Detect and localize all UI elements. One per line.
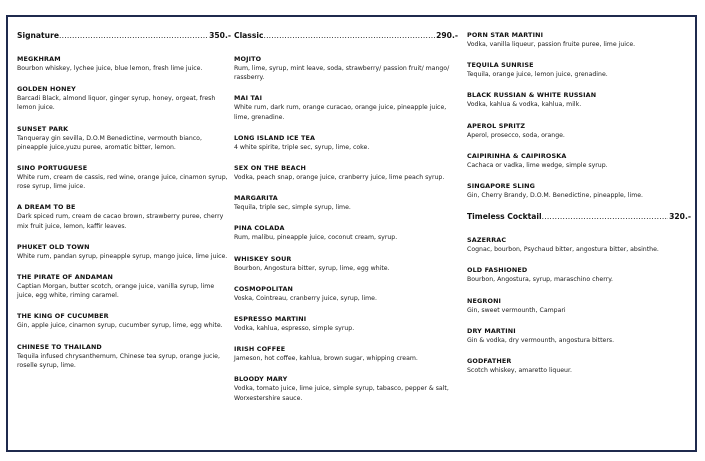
item-name: SUNSET PARK [17,124,69,133]
third-column [467,31,691,387]
item-desc: Rum, malibu, pineapple juice, coconut cream, syrup. [234,234,398,242]
menu-item [467,236,691,254]
menu-item [234,194,458,212]
item-desc: Tequila, orange juice, lemon juice, grenadine. [467,71,608,79]
item-name: A DREAM TO BE [17,203,76,212]
item-name: SEX ON THE BEACH [234,164,307,173]
menu-item [467,182,691,200]
menu-item [234,164,458,182]
item-name: NEGRONI [467,296,502,305]
menu-item [234,315,458,333]
item-name: GODFATHER [467,357,512,366]
item-desc: Vodka, kahlua, espresso, simple syrup. [234,325,355,333]
item-name: COSMOPOLITAN [234,284,294,293]
item-desc: Gin, apple juice, cinamon syrup, cucumber syrup, lime, egg white. [17,322,223,330]
item-desc: Vodka, kahlua & vodka, kahlua, milk. [467,101,582,109]
leader-dots [263,31,435,40]
item-desc: Cognac, bourbon, Psychaud bitter, angostura bitter, absinthe. [467,246,659,254]
menu-item [234,285,458,303]
menu-item [467,297,691,315]
section-price: 350.- [209,31,231,40]
signature-header [17,31,231,40]
item-desc: White rum, pandan syrup, pineapple syrup, mango juice, lime juice. [17,252,228,260]
menu-item [467,91,691,109]
menu-item [234,134,458,152]
item-name: ESPRESSO MARTINI [234,315,307,324]
item-desc: Tequila, triple sec, simple syrup, lime. [234,204,351,212]
menu-item [234,255,458,273]
item-name: CAIPIRINHA & CAIPIROSKA [467,151,567,160]
menu-item [17,125,231,152]
menu-item [17,243,231,261]
item-name: PHUKET OLD TOWN [17,242,90,251]
item-name: WHISKEY SOUR [234,254,292,263]
item-desc: Dark spiced rum, cream de cacao brown, strawberry puree, cherry mix fruit juice, lemon, kaffir leaves. [17,213,224,230]
item-name: OLD FASHIONED [467,266,528,275]
menu-item [17,85,231,112]
menu-item [234,94,458,121]
item-name: SINO PORTUGUESE [17,164,88,173]
item-desc: Cachaca or vadka, lime wedge, simple syrup. [467,161,608,169]
menu-item [17,203,231,230]
classic-column [234,31,458,415]
menu-item [467,31,691,49]
menu-item [467,357,691,375]
menu-item [467,327,691,345]
menu-item [234,375,458,402]
item-name: THE PIRATE OF ANDAMAN [17,273,114,282]
item-desc: Aperol, prosecco, soda, orange. [467,131,565,139]
classic-continued-list [467,31,691,200]
item-desc: Bourbon, Angostura, syrup, maraschino cherry. [467,276,613,284]
item-desc: Captian Morgan, butter scotch, orange juice, vanilla syrup, lime juice, egg white, riming caramel. [17,283,215,300]
item-name: DRY MARTINI [467,326,516,335]
classic-list [234,55,458,403]
item-desc: Vodka, vanilla liqueur, passion fruite puree, lime juice. [467,41,636,48]
timeless-header [467,212,691,221]
classic-header [234,31,458,40]
item-name: IRISH COFFEE [234,345,286,354]
menu-item [467,61,691,79]
menu-item [234,224,458,242]
menu-item [234,345,458,363]
section-title: Signature [17,31,59,40]
menu-item [467,122,691,140]
menu-item [17,343,231,370]
item-desc: Rum, lime, syrup, mint leave, soda, strawberry/ passion fruit/ mango/ rassberry. [234,65,450,82]
item-name: GOLDEN HONEY [17,85,76,94]
item-name: MAI TAI [234,94,263,103]
item-name: LONG ISLAND ICE TEA [234,133,316,142]
menu-item [467,152,691,170]
item-name: MARGARITA [234,194,278,203]
item-desc: 4 white spirite, triple sec, syrup, lime, coke. [234,143,370,151]
item-name: CHINESE TO THAILAND [17,342,102,351]
section-title: Classic [234,31,264,40]
menu-item [234,55,458,82]
item-desc: Gin, Cherry Brandy, D.O.M. Benedictine, pineapple, lime. [467,192,643,200]
leader-dots [59,31,208,40]
menu-item [17,312,231,330]
item-name: PINA COLADA [234,224,285,233]
item-desc: Bourbon whiskey, lychee juice, blue lemon, fresh lime juice. [17,65,203,72]
item-desc: Tequila infused chrysanthemum, Chinese tea syrup, orange jucie, roselle syrup, lime. [17,352,220,369]
signature-list [17,55,231,370]
item-desc: Vodka, peach snap, orange juice, cranberry juice, lime peach syrup. [234,174,445,182]
item-name: SINGAPORE SLING [467,182,536,191]
item-name: PORN STAR MARTINI [467,31,544,39]
item-desc: White rum, cream de cassis, red wine, orange juice, cinamon syrup, rose syrup, lime juice. [17,174,228,191]
item-desc: Vodka, tomato juice, lime juice, simple syrup, tabasco, pepper & salt, Worxestershire sauce. [234,385,449,402]
timeless-list [467,236,691,375]
item-name: TEQUILA SUNRISE [467,61,534,70]
item-name: SAZERRAC [467,236,507,245]
timeless-section [467,212,691,375]
section-title: Timeless Cocktail [467,212,542,222]
item-name: BLOODY MARY [234,375,288,384]
item-name: BLACK RUSSIAN & WHITE RUSSIAN [467,91,597,100]
item-name: MEGKHRAM [17,55,61,63]
menu-item [17,164,231,191]
item-desc: Gin & vodka, dry vermounth, angostura bitters. [467,336,615,344]
item-desc: Tanqueray gin sevilla, D.O.M Benedictine, vermouth bianco, pineapple juice,yuzu puree, aromatic bitter, lemon. [17,134,202,151]
item-desc: Voska, Cointreau, cranberry juice, syrup, lime. [234,294,377,302]
item-name: MOJITO [234,55,262,63]
item-desc: Jameson, hot coffee, kahlua, brown sugar, whipping cream. [234,355,418,363]
item-desc: White rum, dark rum, orange curacao, orange juice, pineapple juice, lime, grenadine. [234,104,447,121]
menu-item [17,273,231,300]
item-desc: Scotch whiskey, amaretto liqueur. [467,367,572,375]
menu-item [17,55,231,73]
signature-column [17,31,231,382]
item-desc: Bourbon, Angostura bitter, syrup, lime, egg white. [234,264,390,272]
menu-frame [6,15,697,452]
item-desc: Gin, sweet vermounth, Campari [467,306,566,314]
item-desc: Barcadi Black, almond liquor, ginger syrup, honey, orgeat, fresh lemon juice. [17,95,216,112]
menu-item [467,266,691,284]
leader-dots [542,212,669,221]
section-price: 290.- [436,31,458,40]
item-name: THE KING OF CUCUMBER [17,312,109,321]
section-price: 320.- [669,212,691,222]
item-name: APEROL SPRITZ [467,121,526,130]
